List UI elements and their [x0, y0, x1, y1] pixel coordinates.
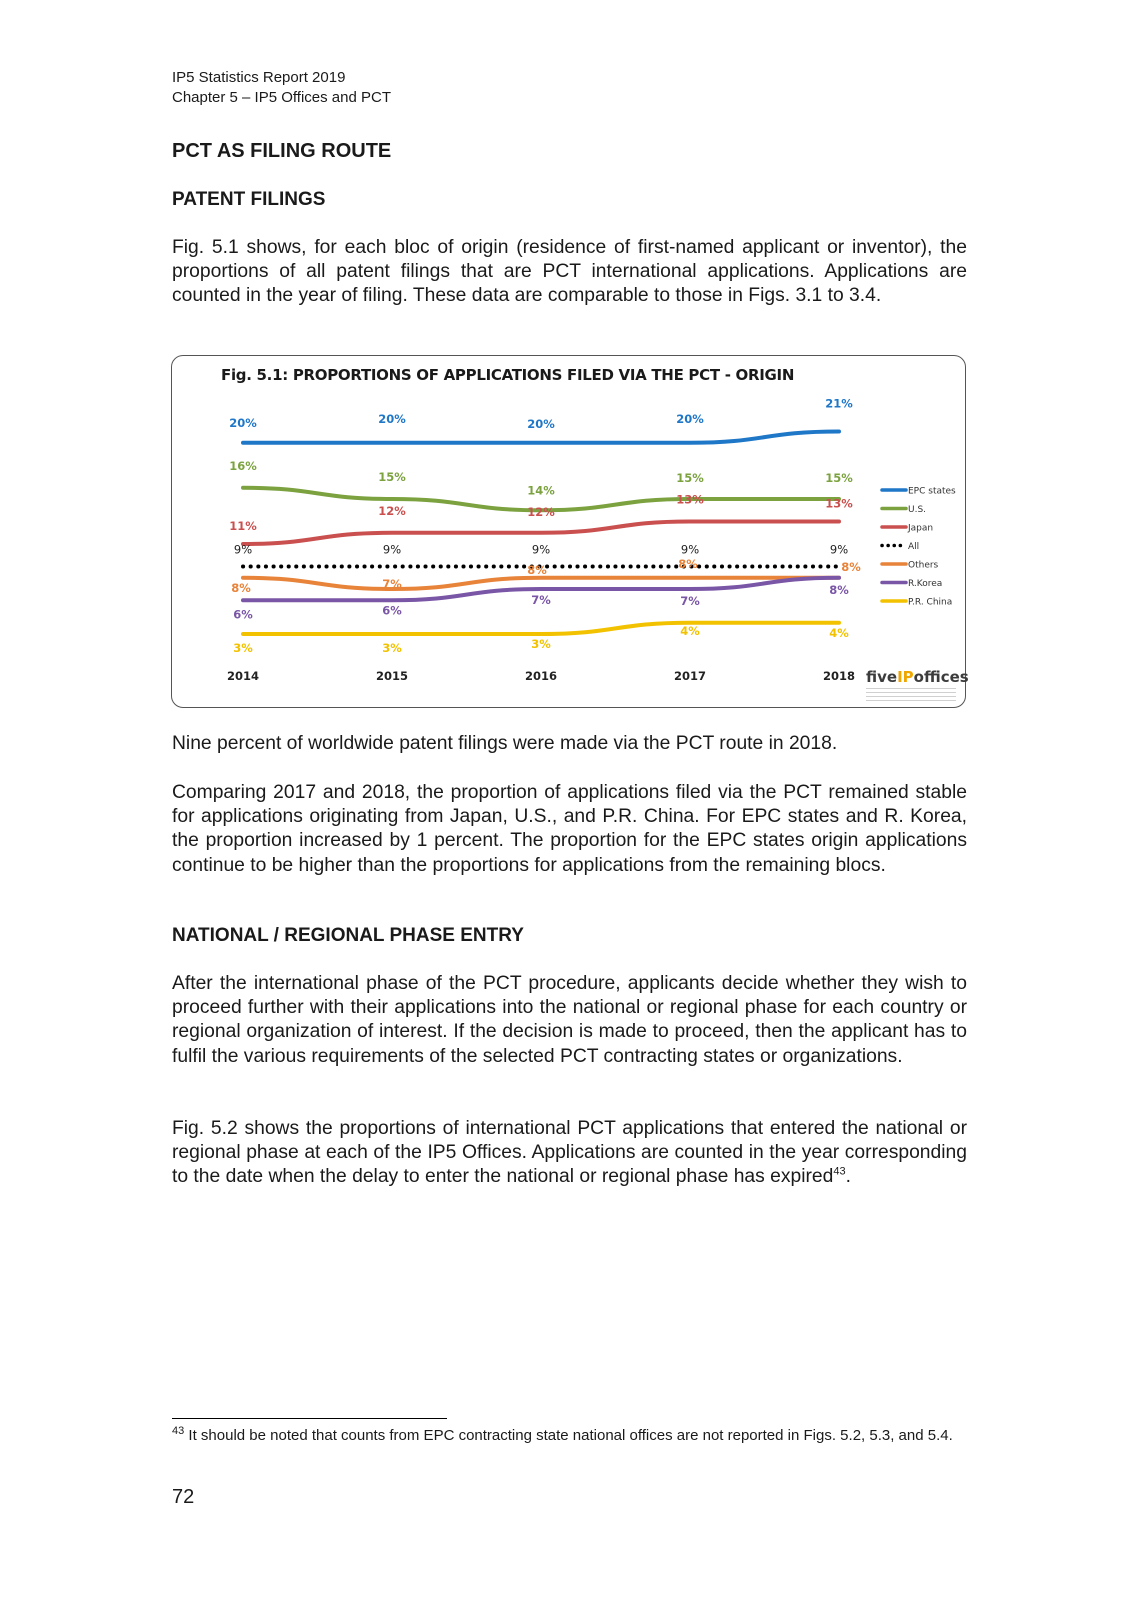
data-label-u-s-2017: 15% — [676, 471, 704, 485]
x-tick-label-2014: 2014 — [226, 669, 260, 683]
fiveipoffices-logo — [866, 668, 969, 686]
legend-label-others: Others — [908, 560, 939, 571]
footnote-divider — [172, 1418, 447, 1419]
paragraph-intro: Fig. 5.1 shows, for each bloc of origin (residence of first-named applicant or inventor), the proportions of all patent filings that are PCT international applications. Applications are counted in the year of filing. These data are comparable to those in Figs. 3.1 to 3.4. — [172, 237, 967, 307]
data-label-epc-states-2016: 20% — [527, 416, 555, 431]
running-header-chapter: Chapter 5 – IP5 Offices and PCT — [172, 89, 392, 106]
x-tick-label-2018: 2018 — [822, 669, 856, 683]
footnote — [172, 1425, 967, 1446]
data-label-u-s-2018: 15% — [825, 471, 853, 485]
data-label-all-2014: 9% — [233, 542, 253, 557]
logo-text-ip: IP — [897, 668, 914, 686]
paragraph-phase-entry: After the international phase of the PCT procedure, applicants decide whether they wish to proceed further with their applications into the national or regional phase for each country or regional organization of interest. If the decision is made to proceed, then the applicant has to fulfil the various requirements of the selected PCT contracting states or organizations. — [172, 973, 967, 1067]
data-label-others-2016: 8% — [527, 562, 547, 577]
data-label-japan-2016: 12% — [527, 504, 555, 519]
data-label-r-korea-2016: 7% — [531, 593, 551, 607]
logo-text-offices: offices — [913, 668, 969, 686]
data-label-japan-2017: 13% — [676, 492, 704, 507]
legend-label-u-s: U.S. — [908, 505, 927, 515]
data-label-p-r-china-2014: 3% — [233, 641, 253, 655]
paragraph-fig52 — [172, 1117, 967, 1190]
section-title: PCT AS FILING ROUTE — [172, 140, 392, 162]
series-line-epc-states — [243, 432, 839, 443]
footnote-number: 43 — [172, 1425, 185, 1437]
paragraph-fig52-text: Fig. 5.2 shows the proportions of international PCT applications that entered the national or regional phase at each of the IP5 Offices. Applications are counted in the year corresponding to the date when the delay to enter the national or regional phase has expired — [172, 1118, 967, 1188]
data-label-r-korea-2018: 8% — [829, 582, 849, 597]
page-number: 72 — [172, 1486, 195, 1508]
legend-label-japan: Japan — [908, 523, 934, 534]
legend-label-all: All — [908, 542, 920, 552]
x-tick-label-2015: 2015 — [375, 669, 409, 683]
data-label-japan-2018: 13% — [825, 496, 853, 511]
running-header-title: IP5 Statistics Report 2019 — [172, 69, 346, 86]
data-label-p-r-china-2017: 4% — [680, 623, 700, 638]
data-label-p-r-china-2018: 4% — [829, 625, 849, 640]
data-label-r-korea-2014: 6% — [233, 607, 253, 622]
data-label-others-2014: 8% — [231, 580, 251, 595]
data-label-p-r-china-2016: 3% — [531, 637, 551, 651]
data-label-r-korea-2015: 6% — [382, 603, 402, 618]
data-label-others-2018: 8% — [841, 559, 861, 574]
data-label-u-s-2014: 16% — [229, 458, 257, 473]
data-label-all-2016: 9% — [531, 542, 551, 557]
data-label-japan-2014: 11% — [229, 519, 257, 533]
logo-caption-lines — [866, 688, 956, 704]
legend-label-r-korea: R.Korea — [908, 579, 943, 589]
data-label-epc-states-2015: 20% — [378, 411, 406, 426]
series-line-japan — [243, 522, 839, 545]
footnote-text: It should be noted that counts from EPC contracting state national offices are not reported in Figs. 5.2, 5.3, and 5.4. — [184, 1427, 953, 1444]
paragraph-comparison: Comparing 2017 and 2018, the proportion of applications filed via the PCT remained stable for applications originating from Japan, U.S., and P.R. China. For EPC states and R. Korea, the proportion increased by 1 percent. The proportion for the EPC states origin applications continue to be higher than the proportions for applications from the remaining blocs. — [172, 782, 967, 876]
line-chart — [0, 0, 1131, 720]
data-label-all-2015: 9% — [382, 542, 402, 557]
data-label-epc-states-2014: 20% — [229, 415, 257, 430]
x-tick-label-2017: 2017 — [673, 669, 707, 683]
logo-text-five: five — [866, 668, 898, 686]
legend-label-epc-states: EPC states — [908, 486, 956, 497]
data-label-r-korea-2017: 7% — [680, 594, 700, 608]
data-label-all-2017: 9% — [680, 542, 700, 557]
x-tick-label-2016: 2016 — [524, 669, 558, 683]
data-label-all-2018: 9% — [829, 542, 849, 557]
subsection-title-phase-entry: NATIONAL / REGIONAL PHASE ENTRY — [172, 925, 524, 946]
data-label-japan-2015: 12% — [378, 503, 406, 518]
data-label-epc-states-2017: 20% — [676, 411, 704, 426]
data-label-others-2015: 7% — [382, 577, 402, 591]
data-label-u-s-2016: 14% — [527, 483, 555, 498]
paragraph-fig52-end: . — [845, 1166, 851, 1188]
data-label-u-s-2015: 15% — [378, 470, 406, 484]
legend-label-p-r-china: P.R. China — [908, 597, 953, 608]
footnote-reference[interactable]: 43 — [833, 1165, 846, 1178]
paragraph-summary: Nine percent of worldwide patent filings were made via the PCT route in 2018. — [172, 733, 838, 754]
subsection-title-patent-filings: PATENT FILINGS — [172, 189, 326, 210]
series-line-p-r-china — [243, 623, 839, 634]
data-label-epc-states-2018: 21% — [825, 396, 853, 411]
data-label-p-r-china-2015: 3% — [382, 641, 402, 655]
data-label-others-2017: 8% — [678, 556, 698, 571]
figure-title: Fig. 5.1: PROPORTIONS OF APPLICATIONS FILED VIA THE PCT - ORIGIN — [221, 366, 795, 384]
